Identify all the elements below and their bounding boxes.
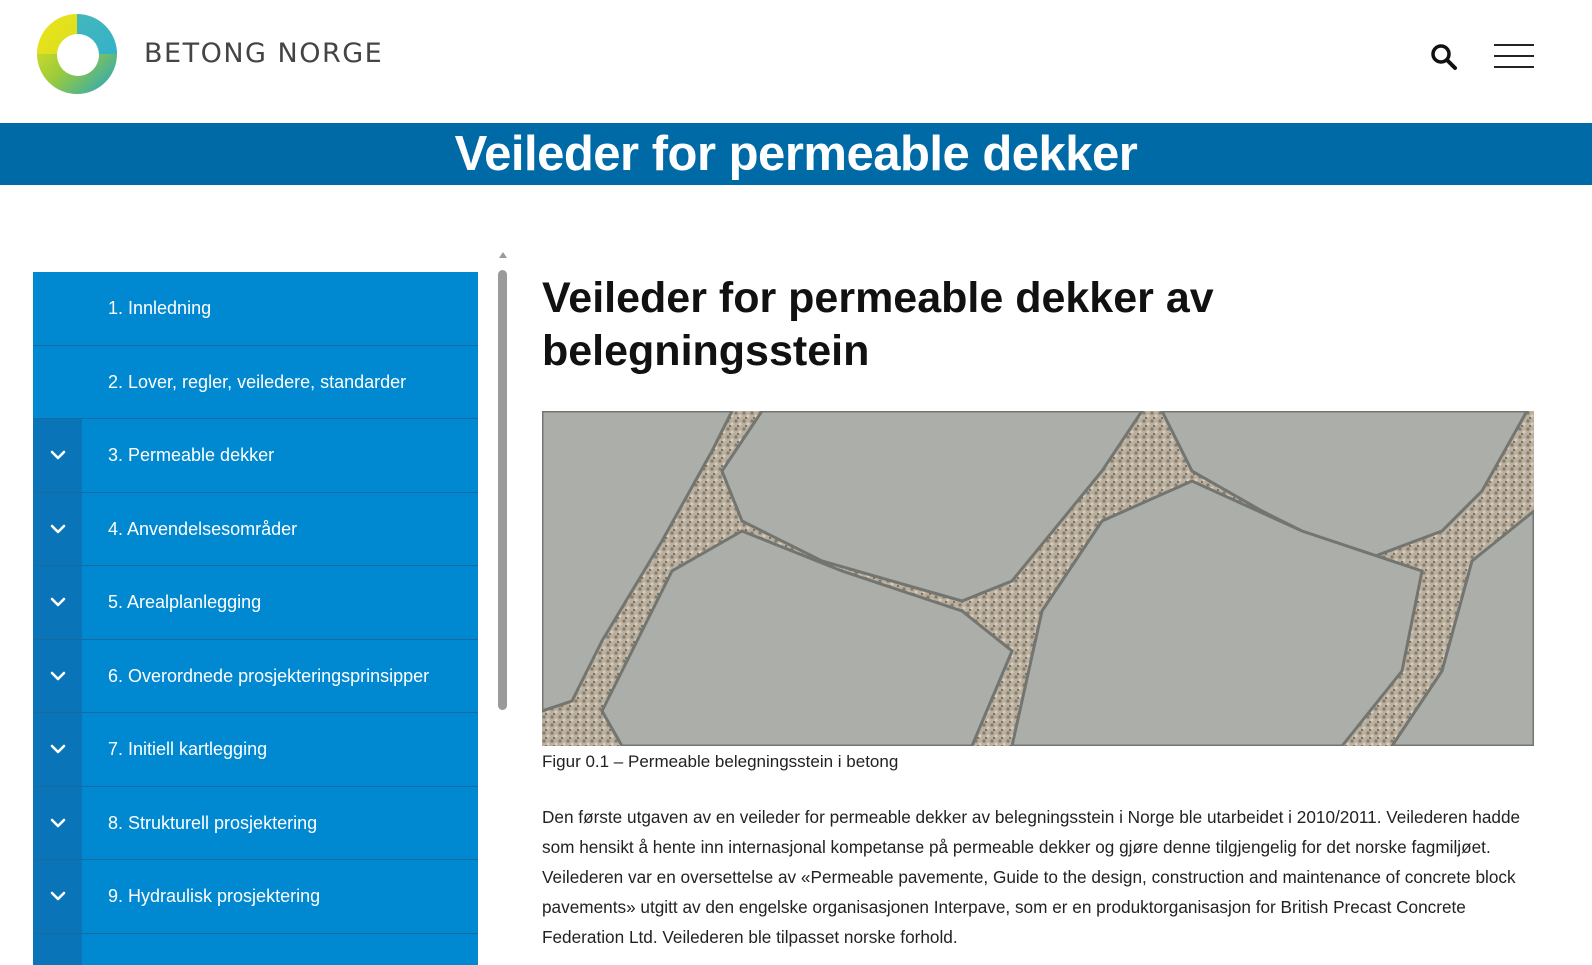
sidebar-item-label[interactable]: 7. Initiell kartlegging <box>108 739 268 759</box>
menu-bar <box>1494 55 1534 57</box>
sidebar-item-label[interactable]: 6. Overordnede prosjekteringsprinsipper <box>108 665 430 686</box>
expand-toggle[interactable] <box>33 934 82 965</box>
sidebar-item[interactable] <box>33 640 478 714</box>
chevron-down-icon <box>50 524 66 534</box>
sidebar-item[interactable] <box>33 713 478 787</box>
main-content <box>542 272 1537 947</box>
chevron-down-icon <box>50 597 66 607</box>
sidebar-item-label[interactable]: 1. Innledning <box>108 298 212 318</box>
search-button[interactable] <box>1430 43 1458 71</box>
paving-stones-image <box>542 411 1534 746</box>
expand-toggle[interactable] <box>33 493 82 566</box>
page-title: Veileder for permeable dekker av belegningsstein <box>542 274 1214 375</box>
sidebar-item-label[interactable]: 5. Arealplanlegging <box>108 592 262 612</box>
chevron-down-icon <box>50 744 66 754</box>
sidebar-item[interactable] <box>33 346 478 420</box>
sidebar-item-label[interactable]: 8. Strukturell prosjektering <box>108 812 318 833</box>
chevron-down-icon <box>50 450 66 460</box>
sidebar-scrollbar[interactable] <box>497 252 509 712</box>
sidebar-item[interactable] <box>33 860 478 934</box>
page-banner <box>0 123 1592 185</box>
sidebar-item[interactable] <box>33 419 478 493</box>
chevron-down-icon <box>50 818 66 828</box>
expand-toggle[interactable] <box>33 713 82 786</box>
sidebar-item[interactable] <box>33 272 478 346</box>
expand-toggle[interactable] <box>33 566 82 639</box>
expand-toggle[interactable] <box>33 419 82 492</box>
logo-ring-icon[interactable] <box>36 13 118 95</box>
intro-paragraph: Den første utgaven av en veileder for permeable dekker av belegningsstein i Norge ble utarbeidet i 2010/2011. Veilederen hadde som hensikt å hente inn internasjonal kompetanse på permeable dekker og gjøre denne tilgjengelig for det norske fagmiljøet. Veilederen var en oversettelse av «Permeable pavemente, Guide to the design, construction and maintenance of concrete block pavements» utgitt av den engelske organisasjonen Interpave, som er en produktorganisasjon for British Precast Concrete Federation Ltd. Veilederen ble tilpasset norske forhold. <box>542 807 1521 947</box>
chapter-nav <box>33 272 478 965</box>
expand-toggle[interactable] <box>33 640 82 713</box>
sidebar-item-label[interactable]: 9. Hydraulisk prosjektering <box>108 886 321 906</box>
sidebar-item-label[interactable]: 4. Anvendelsesområder <box>108 518 298 539</box>
sidebar-item[interactable] <box>33 566 478 640</box>
sidebar-item[interactable] <box>33 934 478 965</box>
search-icon <box>1430 43 1458 71</box>
expand-toggle[interactable] <box>33 787 82 860</box>
sidebar-item-label[interactable]: 2. Lover, regler, veiledere, standarder <box>108 371 407 392</box>
sidebar-item[interactable] <box>33 787 478 861</box>
sidebar-item-label[interactable]: 3. Permeable dekker <box>108 445 275 465</box>
scrollbar-thumb[interactable] <box>498 270 507 710</box>
chevron-down-icon <box>50 891 66 901</box>
site-header <box>0 0 1592 123</box>
menu-bar <box>1494 66 1534 68</box>
expand-toggle[interactable] <box>33 860 82 933</box>
figure-caption: Figur 0.1 – Permeable belegningsstein i betong <box>542 752 899 771</box>
chevron-down-icon <box>50 671 66 681</box>
sidebar-item[interactable] <box>33 493 478 567</box>
menu-bar <box>1494 44 1534 46</box>
banner-title: Veileder for permeable dekker <box>454 127 1138 181</box>
hamburger-menu-icon[interactable] <box>1494 44 1534 68</box>
figure-image <box>542 411 1534 746</box>
scroll-up-arrow-icon[interactable] <box>499 252 507 258</box>
brand-name[interactable]: BETONG NORGE <box>144 38 384 69</box>
